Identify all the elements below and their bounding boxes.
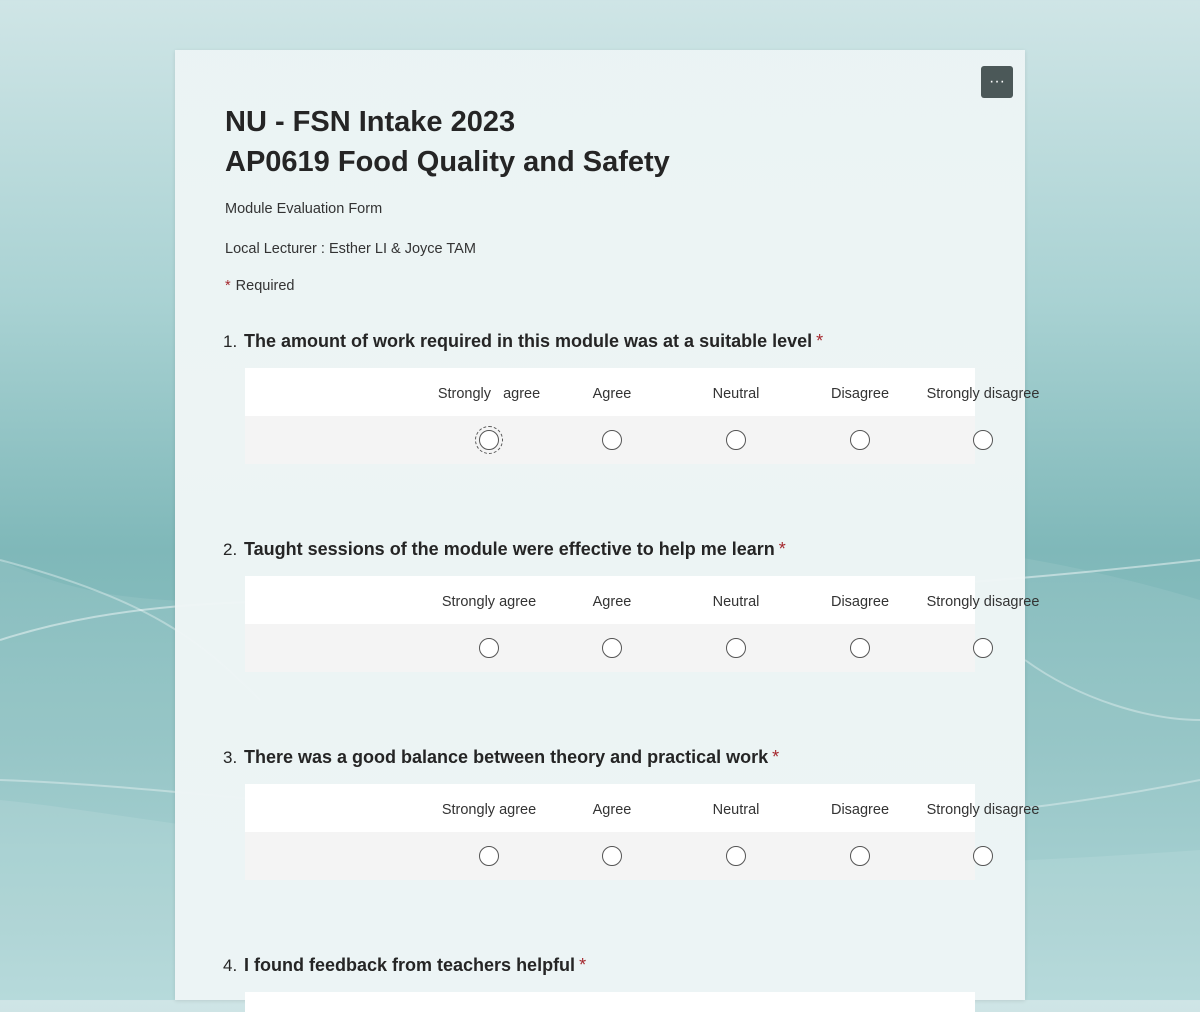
question-title bbox=[223, 329, 983, 354]
likert-header bbox=[245, 576, 1040, 624]
question-number: 1. bbox=[223, 332, 238, 351]
radio-option[interactable] bbox=[726, 430, 746, 450]
scale-label: Neutral bbox=[712, 594, 760, 610]
radio-option[interactable] bbox=[726, 638, 746, 658]
required-star: * bbox=[579, 955, 587, 975]
form-title-line1: NU - FSN Intake 2023 bbox=[225, 106, 516, 138]
likert-row bbox=[245, 416, 975, 464]
radio-option[interactable] bbox=[850, 638, 870, 658]
question-number: 4. bbox=[223, 956, 238, 975]
scale-label: Agree bbox=[592, 386, 632, 402]
question-4 bbox=[223, 953, 983, 978]
question-title bbox=[223, 745, 983, 770]
likert-scale bbox=[245, 784, 1040, 880]
scale-label: Neutral bbox=[712, 386, 760, 402]
scale-label: Strongly agree bbox=[437, 386, 541, 402]
likert-header bbox=[245, 992, 975, 1012]
radio-option[interactable] bbox=[973, 846, 993, 866]
form-title bbox=[225, 102, 670, 182]
scale-label: Agree bbox=[592, 802, 632, 818]
radio-option[interactable] bbox=[602, 846, 622, 866]
radio-option[interactable] bbox=[850, 846, 870, 866]
radio-option[interactable] bbox=[479, 846, 499, 866]
required-star: * bbox=[778, 539, 786, 559]
scale-label: Strongly disagree bbox=[926, 594, 1040, 610]
radio-option[interactable] bbox=[479, 638, 499, 658]
form-description: Module Evaluation Form bbox=[225, 201, 383, 217]
question-text: The amount of work required in this module was at a suitable level bbox=[244, 331, 813, 351]
scale-label: Strongly agree bbox=[441, 802, 537, 818]
question-1 bbox=[223, 329, 1040, 402]
radio-option[interactable] bbox=[973, 638, 993, 658]
scale-label: Disagree bbox=[830, 386, 890, 402]
required-star: * bbox=[225, 278, 231, 294]
likert-header bbox=[245, 784, 1040, 832]
question-title bbox=[223, 537, 983, 562]
required-note-text: Required bbox=[235, 278, 295, 294]
radio-option[interactable] bbox=[479, 430, 499, 450]
scale-label: Strongly agree bbox=[441, 594, 537, 610]
radio-option[interactable] bbox=[973, 430, 993, 450]
question-text: I found feedback from teachers helpful bbox=[244, 955, 576, 975]
likert-header bbox=[245, 368, 1040, 416]
scale-label: Strongly disagree bbox=[926, 386, 1040, 402]
radio-option[interactable] bbox=[850, 430, 870, 450]
likert-scale bbox=[245, 992, 975, 1012]
scale-label: Agree bbox=[592, 594, 632, 610]
question-text: There was a good balance between theory and practical work bbox=[244, 747, 769, 767]
question-2 bbox=[223, 537, 1040, 610]
more-options-button[interactable] bbox=[981, 66, 1013, 98]
radio-option[interactable] bbox=[602, 638, 622, 658]
question-number: 3. bbox=[223, 748, 238, 767]
required-star: * bbox=[816, 331, 824, 351]
question-text: Taught sessions of the module were effective to help me learn bbox=[244, 539, 775, 559]
required-note bbox=[225, 278, 295, 294]
scale-label: Disagree bbox=[830, 802, 890, 818]
likert-scale bbox=[245, 368, 1040, 464]
likert-row bbox=[245, 624, 975, 672]
required-star: * bbox=[772, 747, 780, 767]
radio-option[interactable] bbox=[726, 846, 746, 866]
form-lecturer: Local Lecturer : Esther LI & Joyce TAM bbox=[225, 241, 476, 257]
radio-option[interactable] bbox=[602, 430, 622, 450]
question-number: 2. bbox=[223, 540, 238, 559]
form-title-line2: AP0619 Food Quality and Safety bbox=[225, 146, 670, 178]
likert-row bbox=[245, 832, 975, 880]
form-card bbox=[175, 50, 1040, 1000]
question-3 bbox=[223, 745, 1040, 818]
scale-label: Strongly disagree bbox=[926, 802, 1040, 818]
ellipsis-icon: ··· bbox=[989, 73, 1005, 90]
likert-scale bbox=[245, 576, 1040, 672]
scale-label: Disagree bbox=[830, 594, 890, 610]
question-title bbox=[223, 953, 983, 978]
scale-label: Neutral bbox=[712, 802, 760, 818]
